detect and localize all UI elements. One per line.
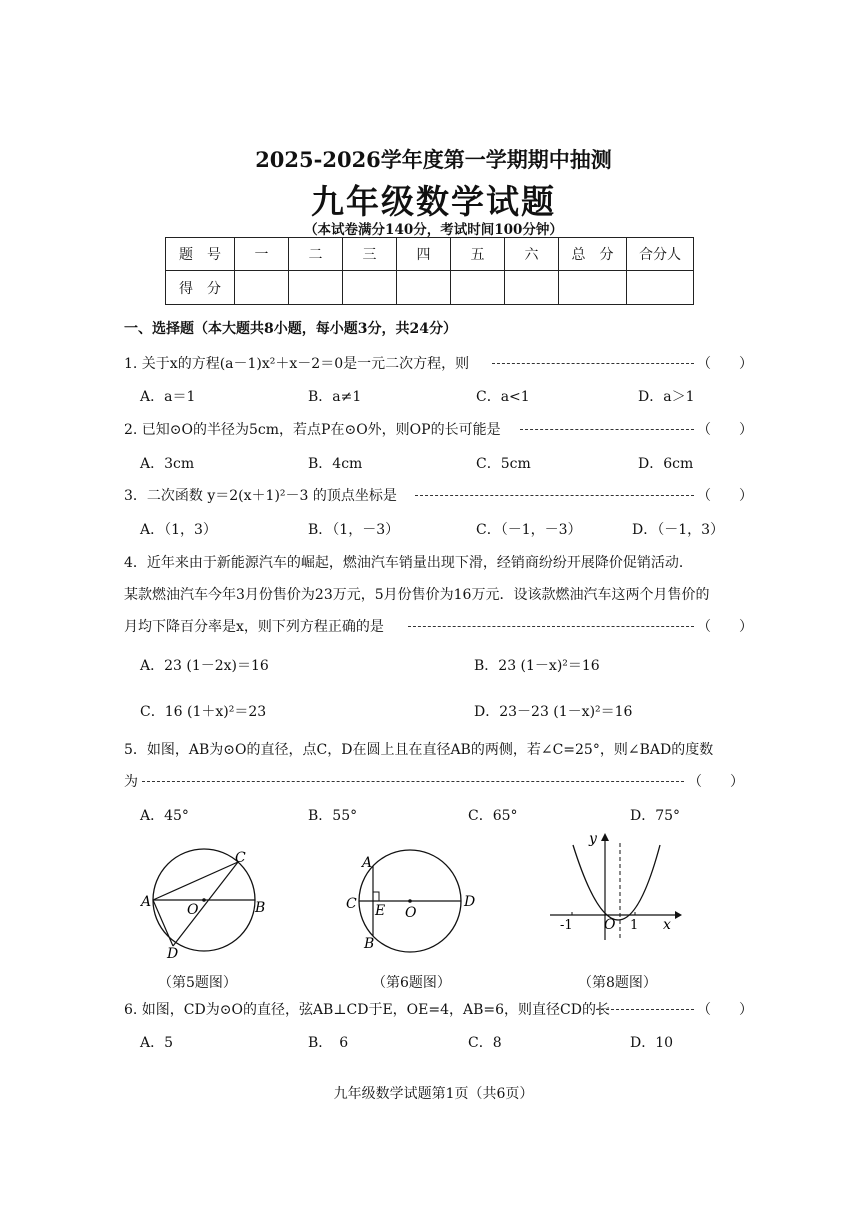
option-b: B．4cm: [308, 456, 363, 472]
score-table-header-row: [166, 238, 694, 271]
score-cell: 总 分: [559, 238, 627, 271]
label-c: C: [346, 896, 357, 912]
option-c: C．（－1，－3）: [476, 522, 582, 538]
option-b: B．23 (1－x)²＝16: [474, 658, 600, 674]
score-input-cell[interactable]: [627, 271, 694, 305]
score-label-cell: 得 分: [166, 271, 235, 305]
label-1: 1: [630, 918, 639, 933]
page-footer: 九年级数学试题第1页（共6页）: [333, 1086, 534, 1102]
option-c: C．8: [468, 1035, 502, 1051]
score-input-cell[interactable]: [451, 271, 505, 305]
question-4-line-3: 月均下降百分率是x，则下列方程正确的是: [124, 619, 384, 635]
option-a: A．3cm: [140, 456, 195, 472]
figure-6: [340, 842, 490, 962]
figure-8-caption: （第8题图）: [578, 975, 657, 991]
label-c: C: [235, 850, 246, 866]
answer-bracket[interactable]: （ ）: [688, 774, 744, 790]
y-axis-arrow: [601, 833, 609, 841]
question-4-line-2: 某款燃油汽车今年3月份售价为23万元，5月份售价为16万元．设该款燃油汽车这两个月售价的: [124, 587, 710, 603]
score-input-cell[interactable]: [235, 271, 289, 305]
answer-bracket[interactable]: （ ）: [697, 356, 753, 372]
option-d: D．a＞1: [638, 389, 695, 405]
question-4-line-1: 4．近年来由于新能源汽车的崛起，燃油汽车销量出现下滑，经销商纷纷开展降价促销活动．: [124, 555, 693, 571]
dotted-leader: [415, 494, 694, 496]
center-point: [202, 898, 206, 902]
question-5-line-2: 为: [124, 774, 138, 790]
answer-bracket[interactable]: （ ）: [697, 1002, 753, 1018]
option-b: B．a≠1: [308, 389, 362, 405]
right-angle-mark: [373, 892, 379, 901]
center-point: [408, 899, 412, 903]
chord-ac: [153, 862, 238, 900]
score-cell: 六: [505, 238, 559, 271]
option-c: C．16 (1＋x)²＝23: [140, 704, 267, 720]
score-input-cell[interactable]: [343, 271, 397, 305]
option-d: D．（－1，3）: [632, 522, 725, 538]
score-cell: 一: [235, 238, 289, 271]
question-3-stem: 3．二次函数 y＝2(x＋1)²－3 的顶点坐标是: [124, 488, 397, 504]
label-o: O: [405, 905, 417, 921]
dotted-leader: [142, 780, 684, 782]
question-1-stem: 1. 关于x的方程(a－1)x²＋x－2＝0是一元二次方程，则: [124, 356, 470, 372]
score-cell: 题 号: [166, 238, 235, 271]
label-y: y: [589, 831, 597, 847]
option-d: D．6cm: [638, 456, 694, 472]
option-b: B．55°: [308, 808, 358, 824]
label-origin: O: [604, 917, 616, 933]
score-cell: 合分人: [627, 238, 694, 271]
option-a: A．23 (1－2x)＝16: [140, 658, 269, 674]
chord-ad: [153, 900, 173, 946]
option-a: A．（1，3）: [140, 522, 217, 538]
answer-bracket[interactable]: （ ）: [697, 488, 753, 504]
label-d: D: [167, 946, 179, 962]
score-table: [165, 237, 694, 305]
option-c: C．65°: [468, 808, 518, 824]
exam-info: （本试卷满分140分，考试时间100分钟）: [304, 222, 563, 238]
dotted-leader: [520, 428, 694, 430]
option-d: D．10: [630, 1035, 674, 1051]
label-x: x: [663, 917, 671, 933]
answer-bracket[interactable]: （ ）: [697, 619, 753, 635]
option-d: D．75°: [630, 808, 681, 824]
chord-cd: [173, 862, 238, 946]
score-table-score-row: [166, 271, 694, 305]
question-2-stem: 2. 已知⊙O的半径为5cm，若点P在⊙O外，则OP的长可能是: [124, 422, 501, 438]
score-cell: 三: [343, 238, 397, 271]
label-e: E: [375, 903, 386, 919]
question-5-line-1: 5．如图，AB为⊙O的直径，点C，D在圆上且在直径AB的两侧，若∠C=25°，则∠BAD的度数: [124, 742, 714, 758]
option-a: A．45°: [140, 808, 189, 824]
label-a: A: [362, 855, 373, 871]
option-a: A．5: [140, 1035, 174, 1051]
label-b: B: [364, 936, 375, 952]
exam-title: 九年级数学试题: [311, 182, 556, 221]
label-neg1: -1: [560, 918, 573, 933]
option-b: B．（1，－3）: [308, 522, 400, 538]
dotted-leader: [596, 1008, 694, 1010]
figure-8: [545, 825, 685, 945]
figure-5: [135, 842, 275, 962]
label-d: D: [464, 894, 476, 910]
option-c: C．5cm: [476, 456, 531, 472]
score-cell: 五: [451, 238, 505, 271]
answer-bracket[interactable]: （ ）: [697, 422, 753, 438]
label-b: B: [255, 900, 266, 916]
x-axis-arrow: [675, 911, 682, 919]
option-c: C．a<1: [476, 389, 530, 405]
figure-6-caption: （第6题图）: [372, 975, 451, 991]
option-d: D．23－23 (1－x)²＝16: [474, 704, 633, 720]
figure-5-caption: （第5题图）: [158, 975, 237, 991]
score-input-cell[interactable]: [505, 271, 559, 305]
option-b: B． 6: [308, 1035, 349, 1051]
option-a: A．a＝1: [140, 389, 196, 405]
section-heading: 一、选择题（本大题共8小题，每小题3分，共24分）: [124, 321, 457, 337]
parabola: [573, 845, 660, 920]
label-a: A: [141, 894, 152, 910]
dotted-leader: [408, 625, 694, 627]
score-input-cell[interactable]: [559, 271, 627, 305]
score-input-cell[interactable]: [289, 271, 343, 305]
question-6-stem: 6. 如图，CD为⊙O的直径，弦AB⊥CD于E，OE=4，AB=6，则直径CD的长: [124, 1002, 610, 1018]
exam-subtitle: 2025-2026学年度第一学期期中抽测: [255, 147, 612, 172]
score-cell: 四: [397, 238, 451, 271]
score-cell: 二: [289, 238, 343, 271]
label-o: O: [187, 902, 199, 918]
dotted-leader: [492, 362, 694, 364]
score-input-cell[interactable]: [397, 271, 451, 305]
